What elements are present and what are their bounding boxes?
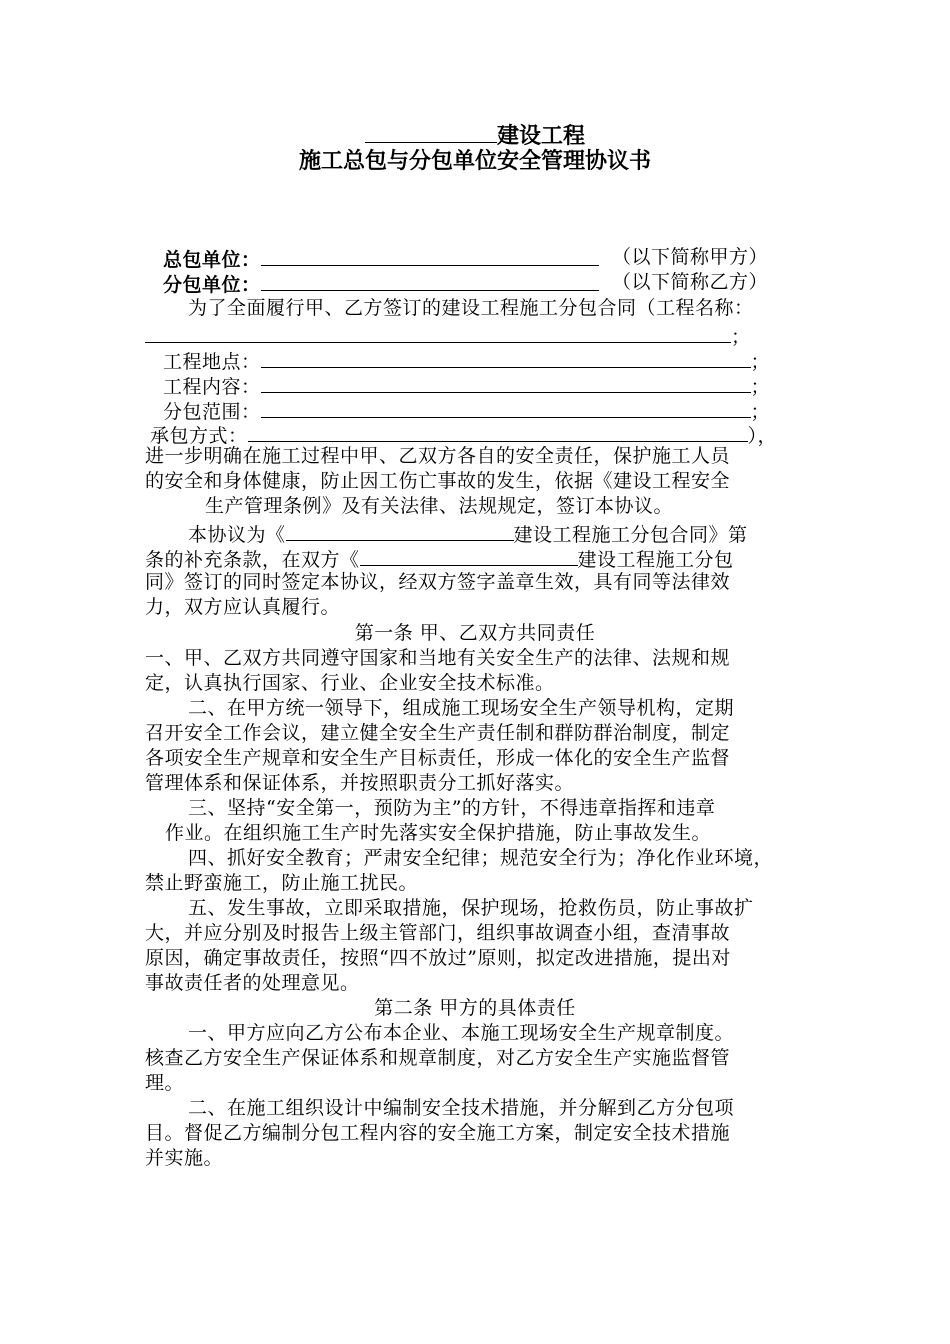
article-1-p5-line: 五、发生事故，立即采取措施，保护现场，抢救伤员，防止事故扩 [188, 897, 754, 919]
subcontractor-suffix: （以下简称乙方） [612, 271, 769, 293]
article-1-p1-line: 定，认真执行国家、行业、企业安全技术标准。 [145, 672, 555, 694]
intro-line-8: 进一步明确在施工过程中甲、乙双方各自的安全责任，保护施工人员 [145, 445, 731, 467]
article-2-p2-line: 并实施。 [145, 1147, 224, 1169]
location-label: 工程地点： [163, 351, 261, 373]
supplement-line-2 [145, 545, 734, 572]
location-row [163, 347, 770, 374]
supplement-line-4: 力，双方应认真履行。 [145, 596, 341, 618]
content-field[interactable] [261, 372, 751, 393]
scope-end: ； [750, 401, 771, 423]
method-end: ）， [747, 425, 778, 447]
article-1-p5-line: 大，并应分别及时报告上级主管部门，组织事故调查小组，查清事故 [145, 922, 731, 944]
general-contractor-label: 总包单位： [163, 249, 261, 271]
article-1-p2-line: 二、在甲方统一领导下，组成施工现场安全生产领导机构，定期 [188, 697, 735, 719]
general-contractor-field[interactable] [261, 245, 599, 266]
article-1-p3-line: 作业。在组织施工生产时先落实安全保护措施，防止事故发生。 [165, 822, 712, 844]
article-1-p5-line: 事故责任者的处理意见。 [145, 972, 360, 994]
article-2-p1-line: 核查乙方安全生产保证体系和规章制度，对乙方安全生产实施监督管 [145, 1047, 731, 1069]
article-1-p2-line: 管理体系和保证体系，并按照职责分工抓好落实。 [145, 772, 575, 794]
general-contractor-suffix: （以下简称甲方） [612, 246, 769, 268]
title-text-1: 建设工程 [496, 124, 585, 149]
method-field[interactable] [248, 421, 748, 442]
article-2-p1-line: 一、甲方应向乙方公布本企业、本施工现场安全生产规章制度。 [188, 1022, 735, 1044]
contract-name-field-1[interactable] [286, 520, 514, 541]
article-1-p2-line: 召开安全工作会议，建立健全安全生产责任制和群防群治制度，制定 [145, 722, 731, 744]
method-label: 承包方式： [150, 425, 248, 447]
intro-line-2-end: ； [731, 326, 751, 348]
supplement-l1-a: 本协议为《 [188, 524, 286, 546]
subcontractor-row [163, 270, 599, 297]
intro-line-2 [145, 322, 751, 349]
article-2-heading: 第二条 甲方的具体责任 [374, 997, 576, 1019]
title-line-2: 施工总包与分包单位安全管理协议书 [298, 149, 651, 174]
subcontractor-label: 分包单位： [163, 274, 261, 296]
supplement-line-1 [188, 520, 748, 547]
supplement-l2-b: 建设工程施工分包 [577, 549, 734, 571]
article-1-p4-line: 禁止野蛮施工，防止施工扰民。 [145, 872, 419, 894]
subcontractor-field[interactable] [261, 270, 599, 291]
project-name-blank[interactable] [365, 122, 497, 143]
article-2-p1-line: 理。 [145, 1072, 185, 1094]
article-2-p2-line: 目。督促乙方编制分包工程内容的安全施工方案，制定安全技术措施 [145, 1122, 731, 1144]
location-end: ； [750, 351, 771, 373]
scope-label: 分包范围： [163, 401, 261, 423]
article-1-p5-line: 原因，确定事故责任，按照“四不放过”原则，拟定改进措施，提出对 [145, 947, 731, 969]
supplement-l2-a: 条的补充条款，在双方《 [145, 549, 360, 571]
content-row [163, 372, 770, 399]
intro-line-1: 为了全面履行甲、乙方签订的建设工程施工分包合同（工程名称： [188, 297, 754, 319]
location-field[interactable] [261, 347, 751, 368]
article-1-p3-line: 三、坚持“安全第一，预防为主”的方针，不得违章指挥和违章 [188, 797, 716, 819]
article-1-p2-line: 各项安全生产规章和安全生产目标责任，形成一体化的安全生产监督 [145, 747, 731, 769]
supplement-l1-b: 建设工程施工分包合同》第 [513, 524, 748, 546]
title-line-1 [0, 122, 950, 151]
article-1-heading: 第一条 甲、乙双方共同责任 [354, 622, 596, 644]
article-1-p1-line: 一、甲、乙双方共同遵守国家和当地有关安全生产的法律、法规和规 [145, 647, 731, 669]
contract-name-field-2[interactable] [360, 545, 578, 566]
scope-field[interactable] [261, 397, 751, 418]
article-2-p2-line: 二、在施工组织设计中编制安全技术措施，并分解到乙方分包项 [188, 1097, 735, 1119]
content-end: ； [750, 376, 771, 398]
content-label: 工程内容： [163, 376, 261, 398]
supplement-line-3: 同》签订的同时签定本协议，经双方签字盖章生效，具有同等法律效 [145, 571, 731, 593]
intro-line-9: 的安全和身体健康，防止因工伤亡事故的发生，依据《建设工程安全 [145, 470, 731, 492]
intro-line-10: 生产管理条例》及有关法律、法规规定，签订本协议。 [205, 495, 674, 517]
general-contractor-row [163, 245, 599, 272]
article-1-p4-line: 四、抓好安全教育；严肃安全纪律；规范安全行为；净化作业环境， [188, 847, 774, 869]
project-name-field[interactable] [145, 322, 731, 343]
scope-row [163, 397, 770, 424]
